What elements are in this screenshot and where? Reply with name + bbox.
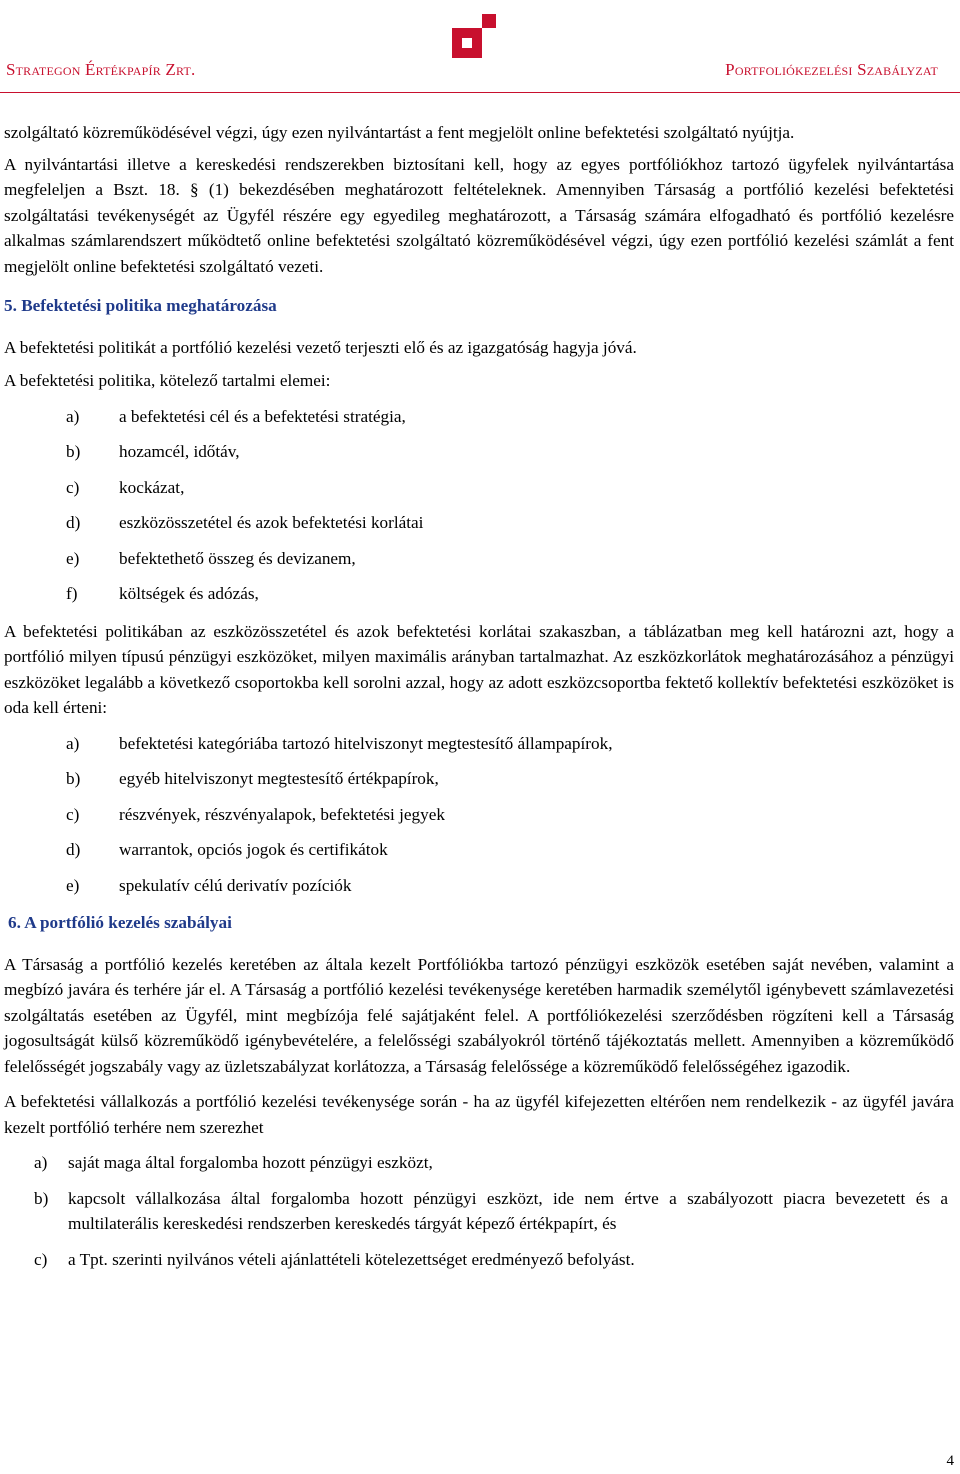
list-item-marker: c)	[66, 477, 80, 497]
document-body	[4, 120, 954, 1272]
list-item	[4, 1150, 954, 1176]
list-item	[4, 510, 954, 536]
list-item-marker: d)	[66, 513, 81, 532]
list-item-text: saját maga által forgalomba hozott pénzügyi eszközt,	[68, 1153, 433, 1172]
list-item	[4, 837, 954, 863]
paragraph-asset-limits: A befektetési politikában az eszközösszetétel és azok befektetési korlátai szakaszban, a táblázatban meg kell határozni azt, hogy a portfólió milyen típusú pénzügyi eszközöket, milyen maximális arányban tartalmazhat. Az eszközkorlátok meghatározásához a pénzügyi eszközöket legalább a következő csoportokba kell sorolni azzal, hogy az adott eszközcsoportba fektető kollektív befektetési eszközöket is oda kell érteni:	[4, 621, 954, 717]
header-document-title: Portfoliókezelési Szabályzat	[725, 60, 938, 79]
list-item-marker: b)	[66, 442, 81, 461]
list-item	[4, 766, 954, 792]
list-item	[4, 802, 954, 828]
list-item	[4, 873, 954, 899]
list-item-marker: a)	[34, 1153, 48, 1172]
list-item-marker: a)	[66, 733, 80, 753]
list-item-marker: a)	[66, 406, 80, 426]
page-number: 4	[946, 1453, 954, 1469]
list-item-text: a befektetési cél és a befektetési stratégia,	[119, 406, 406, 426]
list-item-text: egyéb hitelviszonyt megtestesítő értékpapírok,	[119, 769, 439, 788]
page-header	[0, 0, 960, 95]
list-item-marker: e)	[66, 875, 80, 895]
paragraph-records: A nyilvántartási illetve a kereskedési rendszerekben biztosítani kell, hogy az egyes portfóliókhoz tartozó ügyfelek nyilvántartása megfeleljen a Bszt. 18. § (1) bekezdésében meghatározott feltételeknek. Amennyiben Társaság a portfólió kezelési befektetési szolgáltatási tevékenységét az Ügyfél részére egy egyedileg meghatározott, a Társaság számára elfogadható és portfólió kezelésre alkalmas számlarendszert működtető online befektetési szolgáltató közreműködésével végzi, úgy ezen portfólió kezelési számlát a fent megjelölt online befektetési szolgáltató vezeti.	[4, 154, 954, 276]
paragraph-policy-elements: A befektetési politika, kötelező tartalmi elemei:	[4, 371, 331, 390]
list-item-marker: e)	[66, 548, 80, 568]
header-company-name: Strategon Értékpapír Zrt.	[6, 60, 196, 79]
list-item	[4, 731, 954, 757]
list-item-text: költségek és adózás,	[119, 584, 259, 603]
list-item	[4, 1186, 954, 1237]
list-item	[4, 404, 954, 430]
list-item-text: részvények, részvényalapok, befektetési jegyek	[119, 804, 445, 824]
list-item-marker: b)	[34, 1188, 49, 1208]
paragraph-continuation: szolgáltató közreműködésével végzi, úgy ezen nyilvántartást a fent megjelölt online befektetési szolgáltató nyújtja.	[4, 123, 795, 142]
list-item-text: befektethető összeg és devizanem,	[119, 548, 356, 568]
list-item-text: befektetési kategóriába tartozó hitelviszonyt megtestesítő állampapírok,	[119, 733, 613, 753]
list-item-marker: b)	[66, 769, 81, 788]
list-item-text: kockázat,	[119, 477, 185, 497]
list-item-marker: c)	[34, 1249, 48, 1269]
list-item-text: spekulatív célú derivatív pozíciók	[119, 875, 352, 895]
paragraph-management-rules: A Társaság a portfólió kezelés keretében az általa kezelt Portfóliókba tartozó pénzügyi eszközök esetében saját nevében, valamint a megbízó javára és terhére jár el. A Társaság a portfólió kezelési tevékenysége keretében harmadik személytől igénybevett számlavezetési szolgáltatás esetében az Ügyfél, mint megbízója felé sajátjaként felel. A portfóliókezelési szerződésben rögzíteni kell a Társaság jogosultságát külső közreműködő igénybevételére, a felelősségi szabályokról történő tájékoztatás mellett. Amennyiben a közreműködő felelősségét jogszabály vagy az üzletszabályzat korlátozza, a Társaság felelőssége a közreműködő felelősségéhez igazodik.	[4, 954, 954, 1076]
list-item-text: hozamcél, időtáv,	[119, 442, 240, 461]
list-item	[4, 475, 954, 501]
paragraph-policy-approval: A befektetési politikát a portfólió kezelési vezető terjeszti elő és az igazgatóság hagyja jóvá.	[4, 337, 637, 357]
list-item-text: a Tpt. szerinti nyilvános vételi ajánlattételi kötelezettséget eredményező befolyást.	[68, 1249, 635, 1269]
list-item	[4, 581, 954, 607]
list-item-marker: f)	[66, 584, 78, 603]
section-heading-5: 5. Befektetési politika meghatározása	[4, 296, 277, 315]
section-heading-6: 6. A portfólió kezelés szabályai	[8, 913, 232, 932]
policy-elements-list	[4, 404, 954, 607]
list-item	[4, 1247, 954, 1273]
list-item-text: warrantok, opciós jogok és certifikátok	[119, 840, 388, 859]
header-divider	[0, 92, 960, 93]
list-item	[4, 546, 954, 572]
strategon-logo-icon	[452, 14, 498, 58]
restrictions-list	[4, 1150, 954, 1272]
list-item-text: eszközösszetétel és azok befektetési korlátai	[119, 513, 424, 532]
list-item-marker: c)	[66, 804, 80, 824]
list-item-marker: d)	[66, 840, 81, 859]
paragraph-restrictions: A befektetési vállalkozás a portfólió kezelési tevékenysége során - ha az ügyfél kifejezetten eltérően nem rendelkezik - az ügyfél javára kezelt portfólió terhére nem szerezhet	[4, 1092, 954, 1137]
asset-groups-list	[4, 731, 954, 899]
list-item	[4, 439, 954, 465]
list-item-text: kapcsolt vállalkozása által forgalomba hozott pénzügyi eszközt, ide nem értve a szabályozott piacra bevezetett és a multilaterális kereskedési rendszerben kereskedés tárgyát képező értékpapírt, és	[68, 1188, 948, 1233]
